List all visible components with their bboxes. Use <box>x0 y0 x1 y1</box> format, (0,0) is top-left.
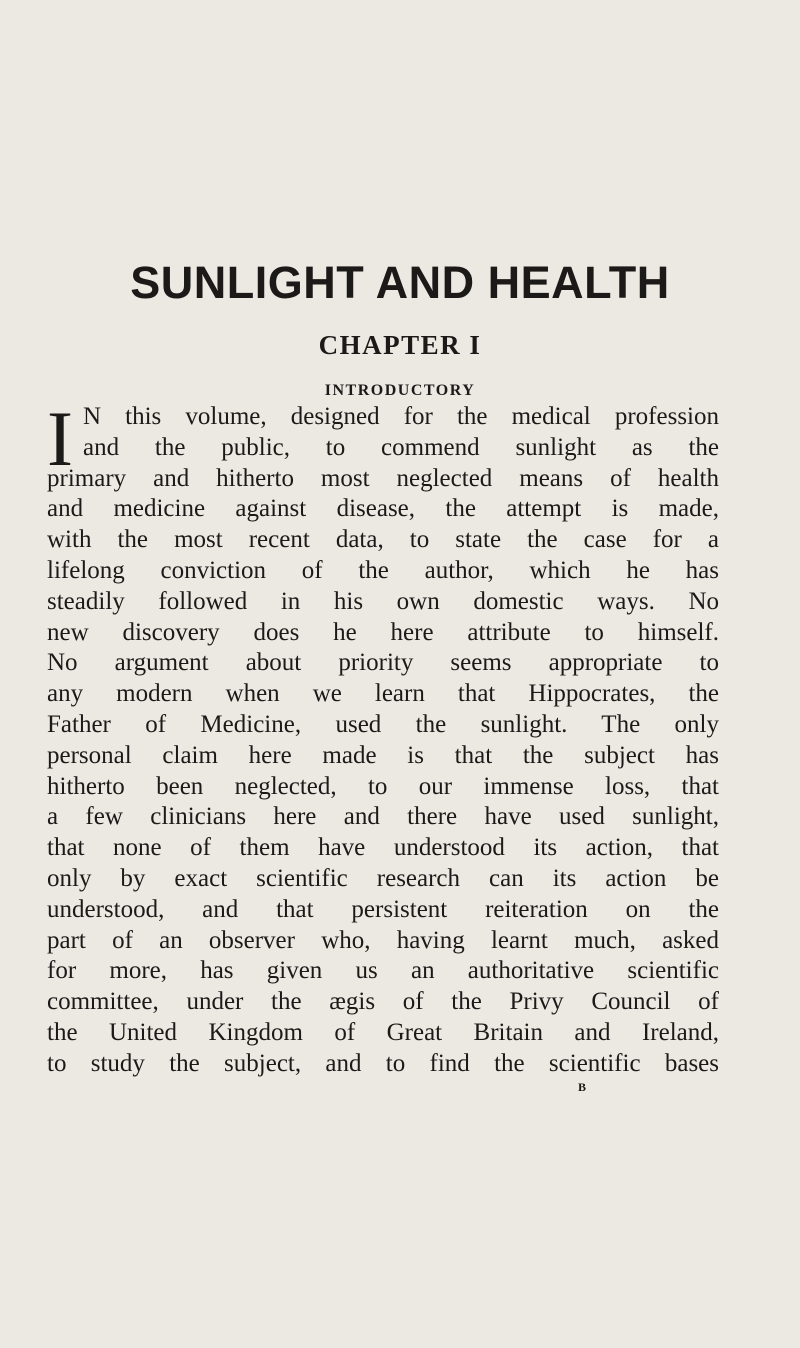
text-line: the United Kingdom of Great Britain and Ireland, <box>47 1018 719 1046</box>
text-line: steadily followed in his own domestic ways. No <box>47 587 719 615</box>
text-line: committee, under the ægis of the Privy Council of <box>47 988 719 1016</box>
text-line: with the most recent data, to state the case for a <box>47 526 719 554</box>
text-line: hitherto been neglected, to our immense loss, that <box>47 772 719 800</box>
drop-cap: I <box>47 395 73 482</box>
text-line: that none of them have understood its action, that <box>47 834 719 862</box>
chapter-heading: CHAPTER I <box>318 330 482 360</box>
text-line: lifelong conviction of the author, which he has <box>47 556 719 584</box>
text-line: and medicine against disease, the attempt is made, <box>47 495 719 523</box>
chapter-subheading: INTRODUCTORY <box>324 382 476 399</box>
text-line: any modern when we learn that Hippocrates, the <box>47 680 719 708</box>
text-line: Father of Medicine, used the sunlight. The only <box>47 710 719 738</box>
text-line: primary and hitherto most neglected means of health <box>47 464 719 492</box>
book-title: SUNLIGHT AND HEALTH <box>130 257 670 308</box>
text-line: to study the subject, and to find the scientific bases <box>47 1049 719 1077</box>
text-line: and the public, to commend sunlight as the <box>83 433 719 461</box>
signature-mark: B <box>578 1080 587 1094</box>
text-line: new discovery does he here attribute to himself. <box>47 618 719 646</box>
text-line: personal claim here made is that the subject has <box>47 741 719 769</box>
text-line: N this volume, designed for the medical profession <box>83 403 719 430</box>
text-line: only by exact scientific research can its action be <box>47 864 719 892</box>
text-line: No argument about priority seems appropriate to <box>47 649 719 677</box>
text-line: understood, and that persistent reiteration on the <box>47 895 719 923</box>
text-line: part of an observer who, having learnt much, asked <box>47 926 719 954</box>
body-text <box>47 395 719 1080</box>
text-line: for more, has given us an authoritative scientific <box>47 957 719 985</box>
text-line: a few clinicians here and there have used sunlight, <box>47 803 719 831</box>
